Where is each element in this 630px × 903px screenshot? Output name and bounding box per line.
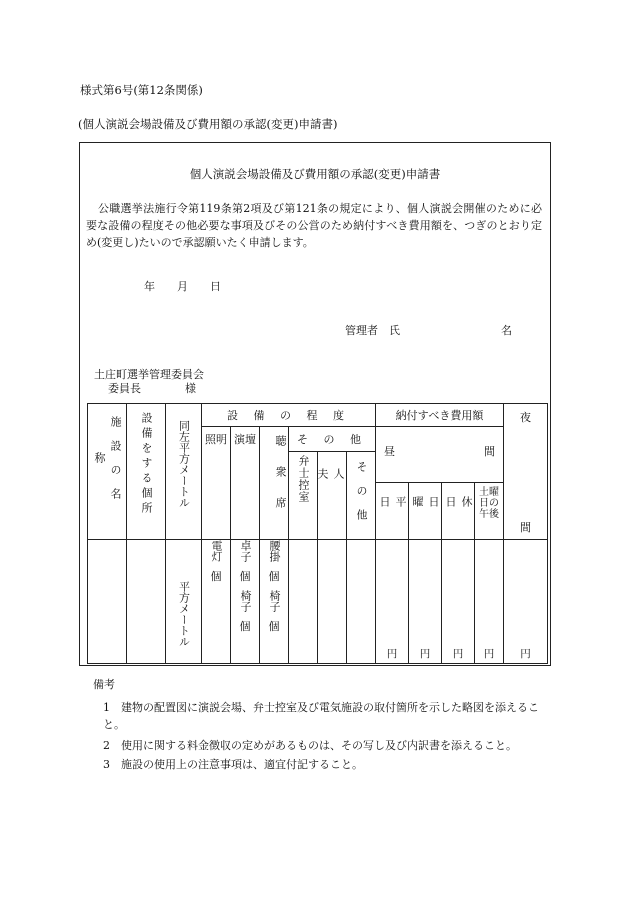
header-night: 夜 間 (504, 404, 548, 540)
cell-stage[interactable]: 卓子 個 椅子 個 (231, 540, 260, 664)
header-lighting: 照明 (202, 427, 231, 540)
addressee-chair: 委員長 様 (108, 382, 196, 395)
equipment-table (87, 403, 548, 664)
form-number: 様式第6号(第12条関係) (80, 83, 203, 97)
remark-item-3: 3 施設の使用上の注意事項は、適宜付記すること。 (103, 758, 363, 771)
header-speaker-room: 弁士控室 (289, 452, 318, 540)
cell-fee-holiday[interactable]: 円 (442, 540, 475, 664)
header-stage: 演壇 (231, 427, 260, 540)
addressee (94, 368, 204, 396)
header-facility-name: 施設の名称 (88, 404, 127, 540)
header-holiday: 休日 (442, 482, 475, 540)
header-equipment-level: 設 備 の 程 度 (202, 404, 376, 427)
cell-speaker-room[interactable] (289, 540, 318, 664)
header-audience-seats: 聴衆席 (260, 427, 289, 540)
date-day: 日 (210, 280, 221, 293)
header-sunday: 日曜 (409, 482, 442, 540)
cell-fee-sunday[interactable]: 円 (409, 540, 442, 664)
cell-fee-night[interactable]: 円 (504, 540, 548, 664)
cell-fee-weekday[interactable]: 円 (376, 540, 409, 664)
cell-area[interactable]: 平方メートル (166, 540, 202, 664)
application-title: 個人演説会場設備及び費用額の承認(変更)申請書 (189, 167, 441, 181)
remarks-heading: 備考 (93, 678, 115, 691)
cell-other[interactable] (347, 540, 376, 664)
applicant-label: 管理者 氏 (345, 324, 400, 337)
addressee-committee: 土庄町選挙管理委員会 (94, 368, 204, 381)
header-other: その他 (347, 452, 376, 540)
header-daytime: 昼 間 (376, 427, 504, 483)
header-weekday: 平日 (376, 482, 409, 540)
cell-facility-name[interactable] (88, 540, 127, 664)
header-saturday-afternoon: 土曜日の午後 (475, 482, 504, 540)
remark-item-1: 1 建物の配置図に演説会場、弁士控室及び電気施設の取付箇所を示した略図を添えること。 (103, 701, 539, 731)
date-line (144, 278, 221, 294)
date-year: 年 (144, 280, 155, 293)
cell-fee-saturday-pm[interactable]: 円 (475, 540, 504, 664)
header-equipment-location: 設備をする個所 (127, 404, 166, 540)
remark-item-2: 2 使用に関する料金徴収の定めがあるものは、その写し及び内訳書を添えること。 (103, 739, 517, 752)
header-fee: 納付すべき費用額 (376, 404, 504, 427)
cell-staff[interactable] (318, 540, 347, 664)
form-title-parenthetical: (個人演説会場設備及び費用額の承認(変更)申請書) (78, 117, 338, 131)
cell-audience-seats[interactable]: 腰掛 個 椅子 個 (260, 540, 289, 664)
date-month: 月 (177, 280, 188, 293)
header-staff: 人夫 (318, 452, 347, 540)
cell-lighting[interactable]: 電灯 個 (202, 540, 231, 664)
applicant-name-suffix: 名 (501, 324, 512, 337)
cell-equipment-location[interactable] (127, 540, 166, 664)
header-area: 同左平方メートル (166, 404, 202, 540)
application-body: 公職選挙法施行令第119条第2項及び第121条の規定により、個人演説会開催のために必要な設備の程度その他必要な事項及びその公営のため納付すべき費用額を、つぎのとおり定め(変更し)たいので承認願いたく申請します。 (86, 202, 542, 249)
header-other-group: そ の 他 (289, 427, 376, 452)
